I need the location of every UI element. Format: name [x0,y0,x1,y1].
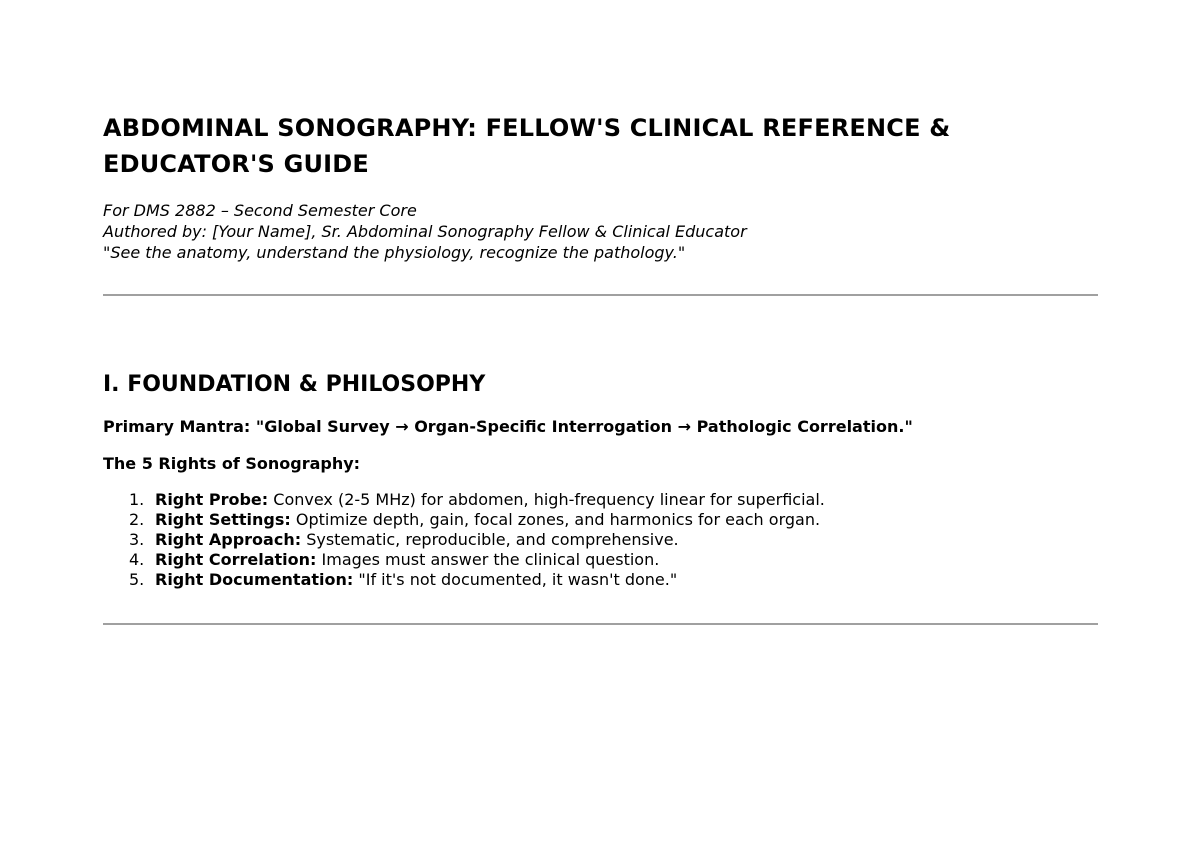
list-number: 2. [129,510,145,529]
list-item [129,490,1098,510]
list-item [129,530,1098,550]
list-term: Right Approach: [155,530,302,549]
document-title [103,110,1098,182]
document-meta [103,200,1098,263]
list-number: 5. [129,570,145,589]
list-item [129,570,1098,590]
list-text: Systematic, reproducible, and comprehensive. [301,530,679,549]
list-item [129,510,1098,530]
list-item [129,550,1098,570]
title-line-1: ABDOMINAL SONOGRAPHY: FELLOW'S CLINICAL REFERENCE & [103,114,951,142]
course-line: For DMS 2882 – Second Semester Core [103,201,417,220]
list-term: Right Probe: [155,490,269,509]
list-number: 4. [129,550,145,569]
rights-list [103,490,1098,590]
author-line: Authored by: [Your Name], Sr. Abdominal Sonography Fellow & Clinical Educator [103,222,747,241]
list-term: Right Documentation: [155,570,354,589]
primary-mantra: Primary Mantra: "Global Survey → Organ-Specific Interrogation → Pathologic Correlation." [103,417,913,436]
divider-top [103,294,1098,296]
title-line-2: EDUCATOR'S GUIDE [103,150,370,178]
rights-heading: The 5 Rights of Sonography: [103,454,361,473]
list-text: Optimize depth, gain, focal zones, and harmonics for each organ. [290,510,821,529]
list-number: 3. [129,530,145,549]
list-text: Images must answer the clinical question. [316,550,660,569]
list-number: 1. [129,490,145,509]
list-text: Convex (2-5 MHz) for abdomen, high-frequency linear for superficial. [268,490,825,509]
list-term: Right Settings: [155,510,291,529]
list-text: "If it's not documented, it wasn't done." [353,570,678,589]
quote-line: "See the anatomy, understand the physiology, recognize the pathology." [103,243,686,262]
section-heading: I. FOUNDATION & PHILOSOPHY [103,372,486,397]
list-term: Right Correlation: [155,550,317,569]
divider-bottom [103,623,1098,625]
